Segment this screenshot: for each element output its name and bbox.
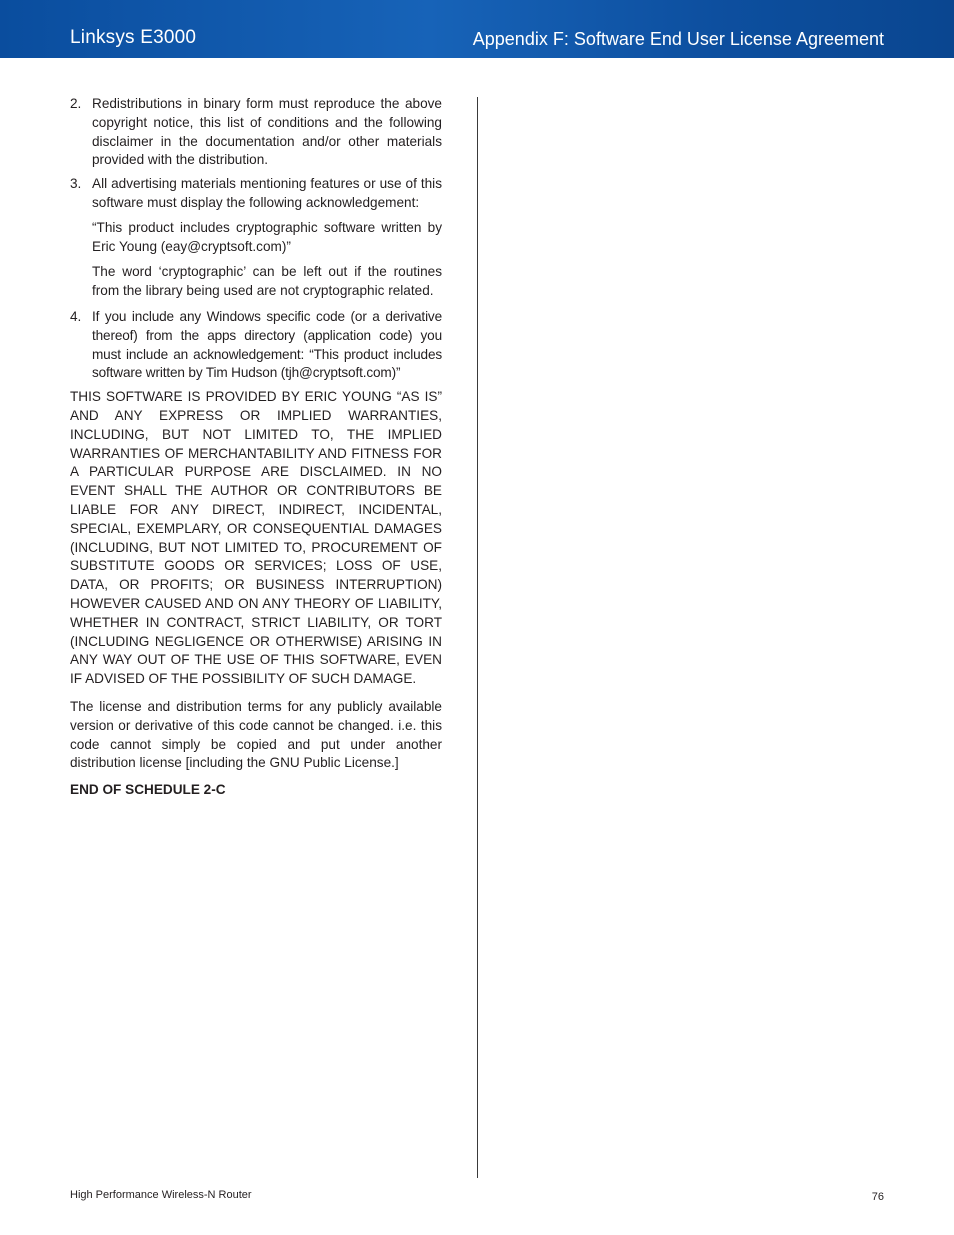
section-title: Appendix F: Software End User License Agreement: [472, 29, 884, 49]
page-number: 76: [871, 1191, 884, 1203]
product-title: Linksys E3000: [70, 27, 197, 48]
left-column: [70, 95, 442, 800]
warranty-disclaimer: THIS SOFTWARE IS PROVIDED BY ERIC YOUNG “AS IS” AND ANY EXPRESS OR IMPLIED WARRANTIES, INCLUDING, BUT NOT LIMITED TO, THE IMPLIED WARRANTIES OF MERCHANTABILITY AND FITNESS FOR A PARTICULAR PURPOSE ARE DISCLAIMED. IN NO EVENT SHALL THE AUTHOR OR CONTRIBUTORS BE LIABLE FOR ANY DIRECT, INDIRECT, INCIDENTAL, SPECIAL, EXEMPLARY, OR CONSEQUENTIAL DAMAGES (INCLUDING, BUT NOT LIMITED TO, PROCUREMENT OF SUBSTITUTE GOODS OR SERVICES; LOSS OF USE, DATA, OR PROFITS; OR BUSINESS INTERRUPTION) HOWEVER CAUSED AND ON ANY THEORY OF LIABILITY, WHETHER IN CONTRACT, STRICT LIABILITY, OR TORT (INCLUDING NEGLIGENCE OR OTHERWISE) ARISING IN ANY WAY OUT OF THE USE OF THIS SOFTWARE, EVEN IF ADVISED OF THE POSSIBILITY OF SUCH DAMAGE.: [70, 389, 442, 687]
list-text: Redistributions in binary form must reproduce the above copyright notice, this list of conditions and the following disclaimer in the documentation and/or other materials provided with the distribution.: [92, 96, 442, 168]
license-terms: The license and distribution terms for any publicly available version or derivative of this code cannot be changed. i.e. this code cannot simply be copied and put under another distribution license [including the GNU Public License.]: [70, 698, 442, 771]
list-number: 3.: [70, 176, 82, 192]
column-divider: [477, 97, 478, 1178]
acknowledgement-note: The word ‘cryptographic’ can be left out if the routines from the library being used are not cryptographic related.: [92, 264, 442, 299]
list-item: [70, 95, 442, 170]
list-text: All advertising materials mentioning features or use of this software must display the following acknowledgement:: [92, 176, 442, 210]
list-item: [70, 308, 442, 383]
page-header: [0, 0, 954, 58]
list-text: If you include any Windows specific code (or a derivative thereof) from the apps directory (application code) you must include an acknowledgement: “This product includes software written by Tim Hudson (tjh@cryptsoft.com)”: [92, 308, 442, 381]
list-number: 4.: [70, 308, 82, 324]
list-item: [70, 175, 442, 213]
footer-product-line: High Performance Wireless-N Router: [70, 1189, 252, 1201]
schedule-end-heading: END OF SCHEDULE 2-C: [70, 782, 226, 798]
acknowledgement-quote: “This product includes cryptographic software written by Eric Young (eay@cryptsoft.com)”: [92, 219, 442, 254]
list-number: 2.: [70, 96, 82, 111]
